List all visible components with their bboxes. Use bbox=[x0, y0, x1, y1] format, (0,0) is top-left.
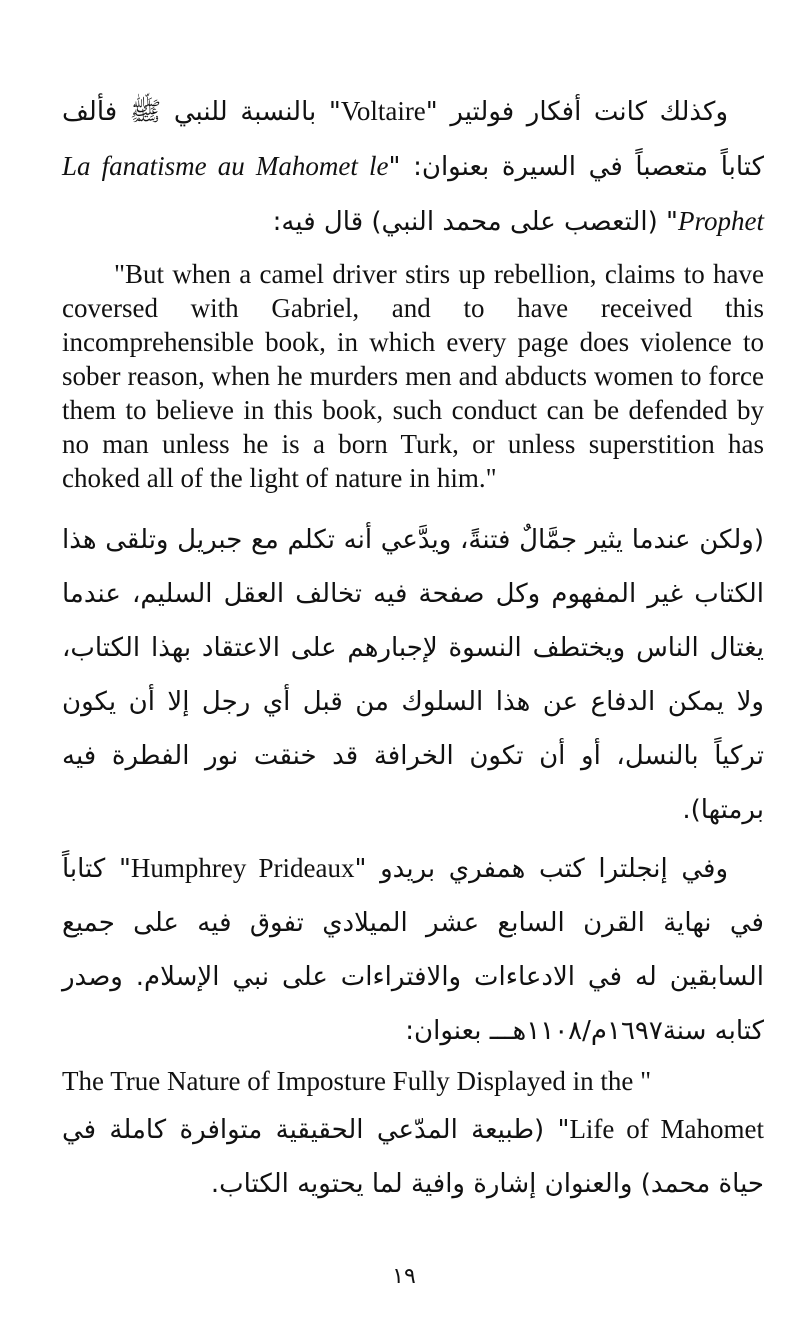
voltaire-book-title: La fanatisme au Mahomet le Prophet bbox=[62, 151, 764, 236]
paragraph-book-title bbox=[62, 1102, 764, 1211]
book-title-mahomet: Life of Mahomet bbox=[569, 1114, 764, 1144]
english-quote: "But when a camel driver stirs up rebellion, claims to have coversed with Gabriel, and to have received this incomprehensible book, in which every page does violence to sober reason, when he murders men and abducts women to force them to believe in this book, such conduct can be defended by no man unless he is a born Turk, or unless superstition has choked all of the light of nature in him." bbox=[62, 259, 764, 493]
book-title-translation: " (طبيعة المدّعي الحقيقية متوافرة كاملة في حياة محمد) والعنوان إشارة وافية لما يحتويه الكتاب. bbox=[62, 1115, 764, 1199]
book-title-english: The True Nature of Imposture Fully Displayed in the " bbox=[62, 1066, 652, 1096]
paragraph-prideaux bbox=[62, 841, 764, 1058]
paragraph-voltaire bbox=[62, 84, 764, 249]
voltaire-text-1: وكذلك كانت أفكار فولتير " bbox=[425, 97, 728, 127]
voltaire-text-2: " بالنسبة للنبي ﷺ فألف كتاباً متعصباً في السيرة بعنوان: " bbox=[62, 97, 764, 182]
prideaux-text-1: وفي إنجلترا كتب همفري بريدو " bbox=[354, 854, 729, 884]
prideaux-name: Humphrey Prideaux bbox=[130, 853, 355, 883]
voltaire-text-3: " (التعصب على محمد النبي) قال فيه: bbox=[272, 207, 679, 237]
voltaire-name: Voltaire bbox=[340, 96, 426, 126]
arabic-translation: (ولكن عندما يثير جمَّالٌ فتنةً، ويدَّعي أنه تكلم مع جبريل وتلقى هذا الكتاب غير المفهوم وكل صفحة فيه تخالف العقل السليم، عندما يغتال الناس ويختطف النسوة لإجبارهم على الاعتقاد بهذا الكتاب، ولا يمكن الدفاع عن هذا السلوك من قبل أي رجل إلا أن يكون تركياً بالنسل، أو أن تكون الخرافة قد خنقت نور الفطرة فيه برمتها). bbox=[62, 525, 764, 825]
page-number: ١٩ bbox=[392, 1264, 416, 1289]
prideaux-text-2: " كتاباً في نهاية القرن السابع عشر الميلادي تفوق فيه على جميع السابقين له في الادعاءات والافتراءات على نبي الإسلام. وصدر كتابه سنة١٦٩٧م/١١٠٨هـــ بعنوان: bbox=[62, 854, 764, 1046]
